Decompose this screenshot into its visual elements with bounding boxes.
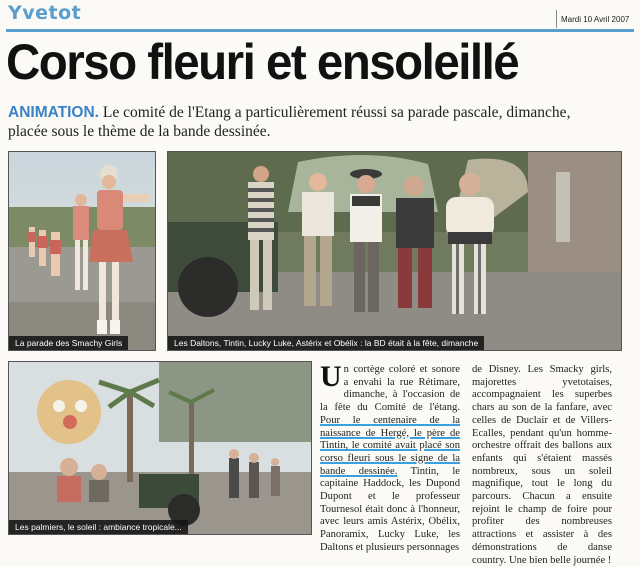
photo-tropical-float-image	[9, 362, 311, 534]
lead-text: Le comité de l'Etang a particulièrement réussi sa parade pascale, dimanche, placée sous le thème de la bande dessinée.	[8, 104, 571, 140]
lead-paragraph	[8, 103, 608, 141]
article-column-2: de Disney. Les Smacky girls, majorettes yvetotaises, accompagnaient les superbes chars au son de la fanfare, avec celles de Duclair et de Villers-Ecalles, pendant qu'un homme-orchestre offrait des ballons aux enfants qui s'étaient massés nombreux, sous un soleil magnifique, tout le long du parcours. Chacun a ensuite rejoint le champ de foire pour profiter des nombreuses attractions et assister à des démonstrations de danse country. Une bien belle journée !	[472, 364, 612, 566]
article-body	[320, 360, 612, 566]
article-column-1	[320, 360, 461, 555]
photo-caption: Les Daltons, Tintin, Lucky Luke, Astérix et Obélix : la BD était à la fête, dimanche	[168, 336, 484, 350]
headline: Corso fleuri et ensoleillé	[6, 34, 519, 90]
article-text: n cortège coloré et sonore a envahi la rue Rétimare, dimanche, à l'occasion de la fête du Comité de l'étang.	[320, 364, 460, 414]
photo-majorettes	[8, 151, 156, 351]
article-highlight: Pour le centenaire de la naissance de Hergé, le père de Tintin, le comité avait placé son corso fleuri sous le signe de la bande dessinée.	[320, 414, 460, 477]
photo-caption: Les palmiers, le soleil : ambiance tropicale...	[9, 520, 188, 534]
dateline: Mardi 10 Avril 2007	[561, 15, 630, 24]
dropcap: U	[320, 360, 342, 393]
photo-tropical-float	[8, 361, 312, 535]
header-rule	[6, 29, 634, 32]
lead-kicker: ANIMATION.	[8, 104, 99, 121]
article-text: Tintin, le capitaine Haddock, les Dupond Dupont et le professeur Tournesol était donc à l'honneur, avec leurs amis Astérix, Obélix, Panoramix, Lucky Luke, les Daltons et plusieurs personnages	[320, 465, 461, 553]
photo-characters-image	[168, 152, 621, 350]
photo-characters	[167, 151, 622, 351]
section-title: Yvetot	[8, 2, 82, 24]
photo-majorettes-image	[9, 152, 155, 350]
date-divider	[556, 10, 557, 28]
photo-caption: La parade des Smachy Girls	[9, 336, 128, 350]
